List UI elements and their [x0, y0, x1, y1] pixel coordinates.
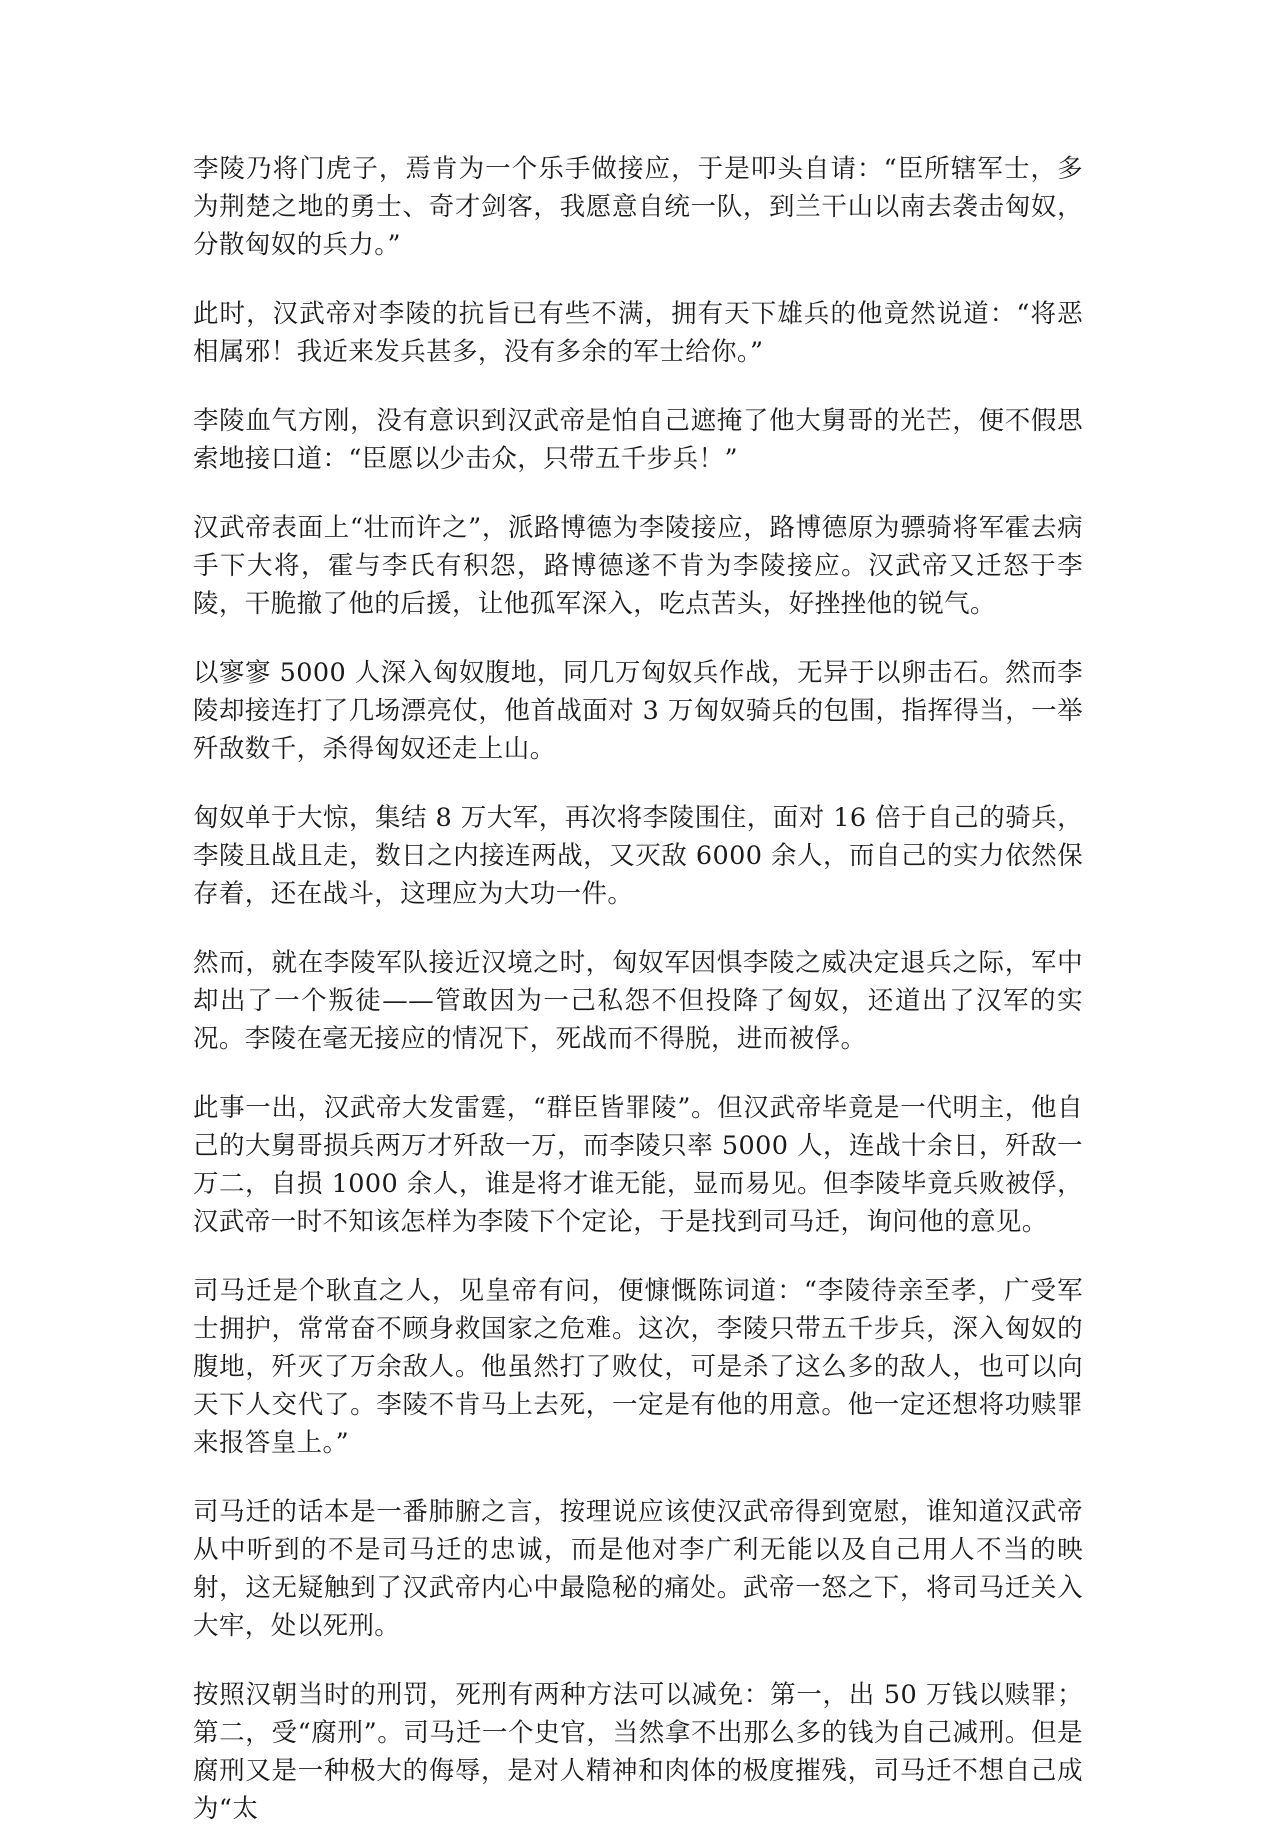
paragraph: 李陵乃将门虎子，焉肯为一个乐手做接应，于是叩头自请：“臣所辖军士，多为荆楚之地的勇士、奇才剑客，我愿意自统一队，到兰干山以南去袭击匈奴，分散匈奴的兵力。” [193, 154, 1083, 260]
paragraph: 汉武帝表面上“壮而许之”，派路博德为李陵接应，路博德原为骠骑将军霍去病手下大将，霍与李氏有积怨，路博德遂不肯为李陵接应。汉武帝又迁怒于李陵，干脆撤了他的后援，让他孤军深入，吃点苦头，好挫挫他的锐气。 [193, 513, 1083, 619]
paragraph: 此时，汉武帝对李陵的抗旨已有些不满，拥有天下雄兵的他竟然说道：“将恶相属邪！我近来发兵甚多，没有多余的军士给你。” [193, 299, 1083, 367]
paragraph: 匈奴单于大惊，集结 8 万大军，再次将李陵围住，面对 16 倍于自己的骑兵，李陵且战且走，数日之内接连两战，又灭敌 6000 余人，而自己的实力依然保存着，还在战斗，这理应为大功一件。 [193, 803, 1083, 909]
paragraph: 按照汉朝当时的刑罚，死刑有两种方法可以减免：第一，出 50 万钱以赎罪；第二，受“腐刑”。司马迁一个史官，当然拿不出那么多的钱为自己减刑。但是腐刑又是一种极大的侮辱，是对人精神和肉体的极度摧残，司马迁不想自己成为“太 [193, 1680, 1083, 1824]
paragraph: 以寥寥 5000 人深入匈奴腹地，同几万匈奴兵作战，无异于以卵击石。然而李陵却接连打了几场漂亮仗，他首战面对 3 万匈奴骑兵的包围，指挥得当，一举歼敌数千，杀得匈奴还走上山。 [193, 658, 1083, 764]
paragraph: 司马迁的话本是一番肺腑之言，按理说应该使汉武帝得到宽慰，谁知道汉武帝从中听到的不是司马迁的忠诚，而是他对李广利无能以及自己用人不当的映射，这无疑触到了汉武帝内心中最隐秘的痛处。武帝一怒之下，将司马迁关入大牢，处以死刑。 [193, 1497, 1083, 1641]
paragraph: 李陵血气方刚，没有意识到汉武帝是怕自己遮掩了他大舅哥的光芒，便不假思索地接口道：“臣愿以少击众，只带五千步兵！” [193, 406, 1083, 474]
paragraph: 然而，就在李陵军队接近汉境之时，匈奴军因惧李陵之威决定退兵之际，军中却出了一个叛徒——管敢因为一己私怨不但投降了匈奴，还道出了汉军的实况。李陵在毫无接应的情况下，死战而不得脱，进而被俘。 [193, 948, 1083, 1054]
document-page [193, 150, 1083, 1828]
paragraph: 此事一出，汉武帝大发雷霆，“群臣皆罪陵”。但汉武帝毕竟是一代明主，他自己的大舅哥损兵两万才歼敌一万，而李陵只率 5000 人，连战十余日，歼敌一万二，自损 1000 余人，谁是将才谁无能，显而易见。但李陵毕竟兵败被俘，汉武帝一时不知该怎样为李陵下个定论，于是找到司马迁，询问他的意见。 [193, 1093, 1083, 1237]
paragraph: 司马迁是个耿直之人，见皇帝有问，便慷慨陈词道：“李陵待亲至孝，广受军士拥护，常常奋不顾身救国家之危难。这次，李陵只带五千步兵，深入匈奴的腹地，歼灭了万余敌人。他虽然打了败仗，可是杀了这么多的敌人，也可以向天下人交代了。李陵不肯马上去死，一定是有他的用意。他一定还想将功赎罪来报答皇上。” [193, 1276, 1083, 1458]
